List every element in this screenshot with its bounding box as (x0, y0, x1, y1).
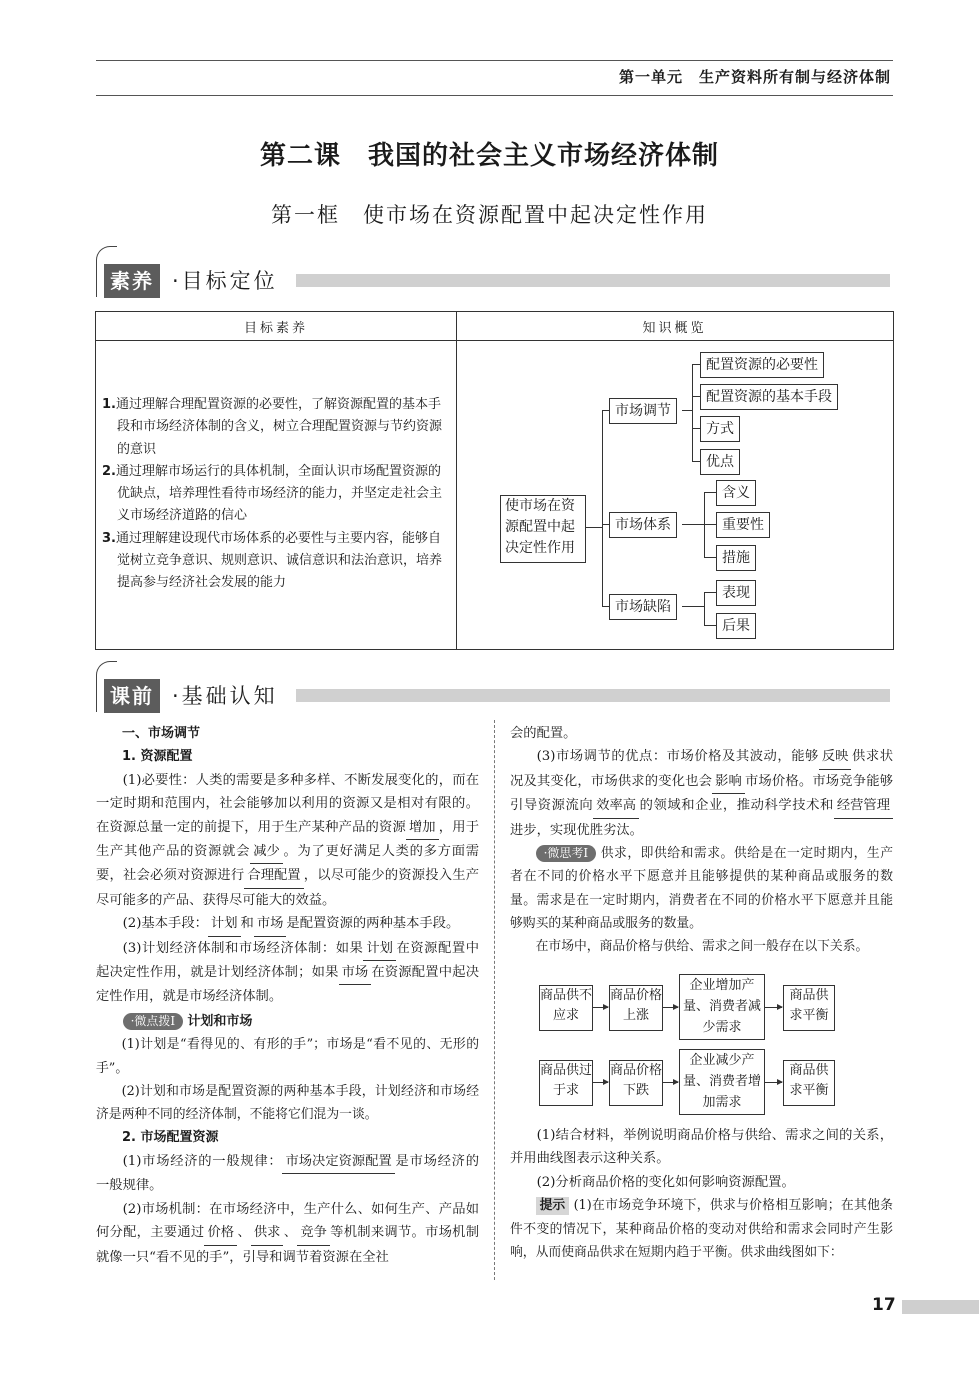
heading-resource-allocation: 1. 资源配置 (122, 749, 193, 765)
heading-market-allocation: 2. 市场配置资源 (122, 1130, 219, 1146)
leaf-advantages: 优点 (700, 449, 740, 475)
branch-market-defects: 市场缺陷 (609, 594, 677, 620)
section-banner-goals (100, 262, 890, 302)
blank-answer: 影响 (712, 770, 745, 794)
arrow-right-icon (662, 1082, 678, 1083)
connector (586, 527, 602, 528)
banner-tag: 课前 (104, 679, 160, 713)
flow-box: 企业减少产量、消费者增加需求 (679, 1049, 765, 1115)
goal-item: 2.通过理解市场运行的具体机制，全面认识市场配置资源的优缺点，培养理性看待市场经济的能力，并坚定走社会主义市场经济道路的信心 (102, 463, 443, 524)
question-two: (2)分析商品价格的变化如何影响资源配置。 (536, 1174, 795, 1190)
left-column (96, 722, 479, 1269)
leaf-measures: 措施 (716, 545, 756, 571)
banner-title: ·基础认知 (172, 684, 278, 708)
connector (682, 524, 704, 525)
branch-market-regulation: 市场调节 (609, 398, 677, 424)
leaf-necessity: 配置资源的必要性 (700, 352, 824, 378)
think-pill: ·微思考Ⅰ (536, 845, 597, 862)
leaf-importance: 重要性 (716, 512, 770, 538)
connector (692, 396, 700, 397)
right-column (510, 722, 893, 959)
flow-box: 商品供不应求 (539, 985, 593, 1031)
unit-title: 第一单元 生产资料所有制与经济体制 (618, 68, 891, 86)
arrow-right-icon (764, 1007, 782, 1008)
branch-market-system: 市场体系 (609, 512, 677, 538)
mindmap-root: 使市场在资源配置中起决定性作用 (500, 495, 586, 563)
paragraph-continuation: 会的配置。 (510, 726, 577, 741)
blank-answer: 价格 (204, 1221, 237, 1245)
table-header-overview: 知识概览 (642, 321, 707, 336)
blank-answer: 市场 (339, 961, 372, 985)
connector (692, 428, 700, 429)
goals-list (102, 394, 450, 595)
table-header-goals: 目标素养 (243, 321, 308, 336)
connector (602, 410, 603, 606)
connector (704, 557, 716, 558)
frame-title: 第一框 使市场在资源配置中起决定性作用 (271, 203, 708, 227)
banner-bar (296, 274, 890, 287)
connector (692, 364, 693, 462)
flow-box: 商品供求平衡 (783, 1060, 835, 1106)
tip-note: (1)计划是“看得见的、有形的手”；市场是“看不见的、无形的手”。 (96, 1037, 479, 1076)
heading-market-regulation: 一、市场调节 (122, 726, 201, 741)
hint-paragraph: 提示 (1)在市场竞争环境下，供求与价格相互影响；在其他条件不变的情况下，某种商品价格的变动对供给和需求会同时产生影响，从而使商品供求在短期内趋于平衡。供求曲线图如下： (510, 1198, 893, 1260)
connector (682, 410, 692, 411)
blank-answer: 供求 (251, 1221, 284, 1245)
blank-answer: 合理配置 (244, 864, 303, 888)
table-divider (456, 312, 457, 649)
page-number-bar (902, 1300, 979, 1314)
leaf-method: 方式 (700, 416, 740, 442)
goal-item: 3.通过理解建设现代市场体系的必要性与主要内容，能够自觉树立竞争意识、规则意识、诚信意识和法治意识，培养提高参与经济社会发展的能力 (102, 530, 443, 591)
blank-answer: 效率高 (593, 794, 639, 818)
leaf-meaning: 含义 (716, 480, 756, 506)
table-header-rule (96, 340, 893, 341)
goal-item: 1.通过理解合理配置资源的必要性，了解资源配置的基本手段和市场经济体制的含义，树立合理配置资源与节约资源的意识 (102, 397, 443, 457)
think-paragraph: ·微思考Ⅰ 供求，即供给和需求。供给是在一定时期内，生产者在不同的价格水平下愿意并且能够提供的某种商品或服务的数量。需求是在一定时期内，消费者在不同的价格水平下愿意并且能够购买的某种商品或服务的数量。 (510, 846, 894, 931)
flow-box: 商品价格上涨 (609, 985, 663, 1031)
flow-box: 商品供过于求 (539, 1060, 593, 1106)
question-one: (1)结合材料，举例说明商品价格与供给、需求之间的关系，并用曲线图表示这种关系。 (510, 1128, 893, 1167)
blank-answer: 计划 (363, 937, 396, 961)
banner-tag: 素养 (104, 264, 160, 298)
blank-answer: 市场决定资源配置 (282, 1150, 394, 1174)
leaf-basic-means: 配置资源的基本手段 (700, 384, 838, 410)
banner-bar (296, 689, 890, 702)
connector (704, 492, 705, 558)
leaf-manifestation: 表现 (716, 580, 756, 606)
paragraph-relation-intro: 在市场中，商品价格与供给、需求之间一般存在以下关系。 (535, 939, 869, 955)
paragraph-advantages: (3)市场调节的优点：市场价格及其波动，能够 反映 供求状况及其变化，市场供求的变化也会 影响 市场价格。市场竞争能够引导资源流向 效率高 的领域和企业，推动科学技术和 经营管理进步，实现优胜劣汰。 (510, 745, 893, 842)
connector (704, 592, 705, 625)
connector (692, 461, 700, 462)
leaf-consequence: 后果 (716, 613, 756, 639)
banner-title: ·目标定位 (172, 269, 278, 293)
section-banner-basics (100, 677, 890, 717)
blank-answer: 经营管理 (834, 794, 893, 818)
arrow-right-icon (662, 1007, 678, 1008)
tip-pill: ·微点拨Ⅰ (123, 1013, 184, 1030)
flow-box: 企业增加产量、消费者减少需求 (679, 974, 765, 1040)
paragraph-economic-systems: (3)计划经济体制和市场经济体制：如果 计划 在资源配置中起决定性作用，就是计划经济体制；如果 市场 在资源配置中起决定性作用，就是市场经济体制。 (96, 937, 479, 1009)
flow-box: 商品供求平衡 (783, 985, 835, 1031)
goals-table (95, 311, 894, 650)
connector (692, 364, 700, 365)
lesson-title: 第二课 我国的社会主义市场经济体制 (259, 141, 719, 171)
paragraph-general-law: (1)市场经济的一般规律： 市场决定资源配置 是市场经济的一般规律。 (96, 1150, 479, 1198)
connector (704, 592, 716, 593)
paragraph-market-mechanism: (2)市场机制：在市场经济中，生产什么、如何生产、产品如何分配，主要通过 价格 、 供求 、 竞争 等机制来调节。市场机制就像一只“看不见的手”，引导和调节着资源在全社 (96, 1201, 480, 1265)
blank-answer: 减少 (250, 840, 283, 864)
blank-answer: 计划 (208, 912, 241, 936)
header-rule (96, 95, 893, 96)
hint-label: 提示 (536, 1197, 570, 1215)
connector (682, 606, 704, 607)
flow-box: 商品价格下跌 (609, 1060, 663, 1106)
blank-answer: 市场 (254, 912, 287, 936)
paragraph-basic-means: (2)基本手段： 计划 和 市场 是配置资源的两种基本手段。 (96, 912, 479, 936)
blank-answer: 增加 (406, 816, 439, 840)
right-column-lower (510, 1124, 893, 1264)
arrow-right-icon (592, 1007, 608, 1008)
tip-note: (2)计划和市场是配置资源的两种基本手段，计划经济和市场经济是两种不同的经济体制，不能将它们混为一谈。 (96, 1083, 479, 1123)
page-number: 17 (872, 1295, 896, 1315)
column-divider (494, 720, 495, 1280)
arrow-right-icon (764, 1082, 782, 1083)
connector (704, 492, 716, 493)
tip-heading: ·微点拨Ⅰ 计划和市场 (96, 1010, 479, 1033)
paragraph-necessity: (1)必要性：人类的需要是多种多样、不断发展变化的，而在一定时期和范围内，社会能够加以利用的资源又是相对有限的。在资源总量一定的前提下，用于生产某种产品的资源 增加 ，用于生产其他产品的资源就会 减少 。为了更好满足人类的多方面需要，社会必须对资源进行 合理配置 ，以尽可能少的资源投入生产尽可能多的产品、获得尽可能大的效益。 (96, 772, 480, 908)
connector (704, 524, 716, 525)
blank-answer: 反映 (819, 745, 852, 769)
header-top-rule (96, 60, 893, 61)
connector (704, 625, 716, 626)
arrow-right-icon (592, 1082, 608, 1083)
blank-answer: 竞争 (297, 1221, 330, 1245)
